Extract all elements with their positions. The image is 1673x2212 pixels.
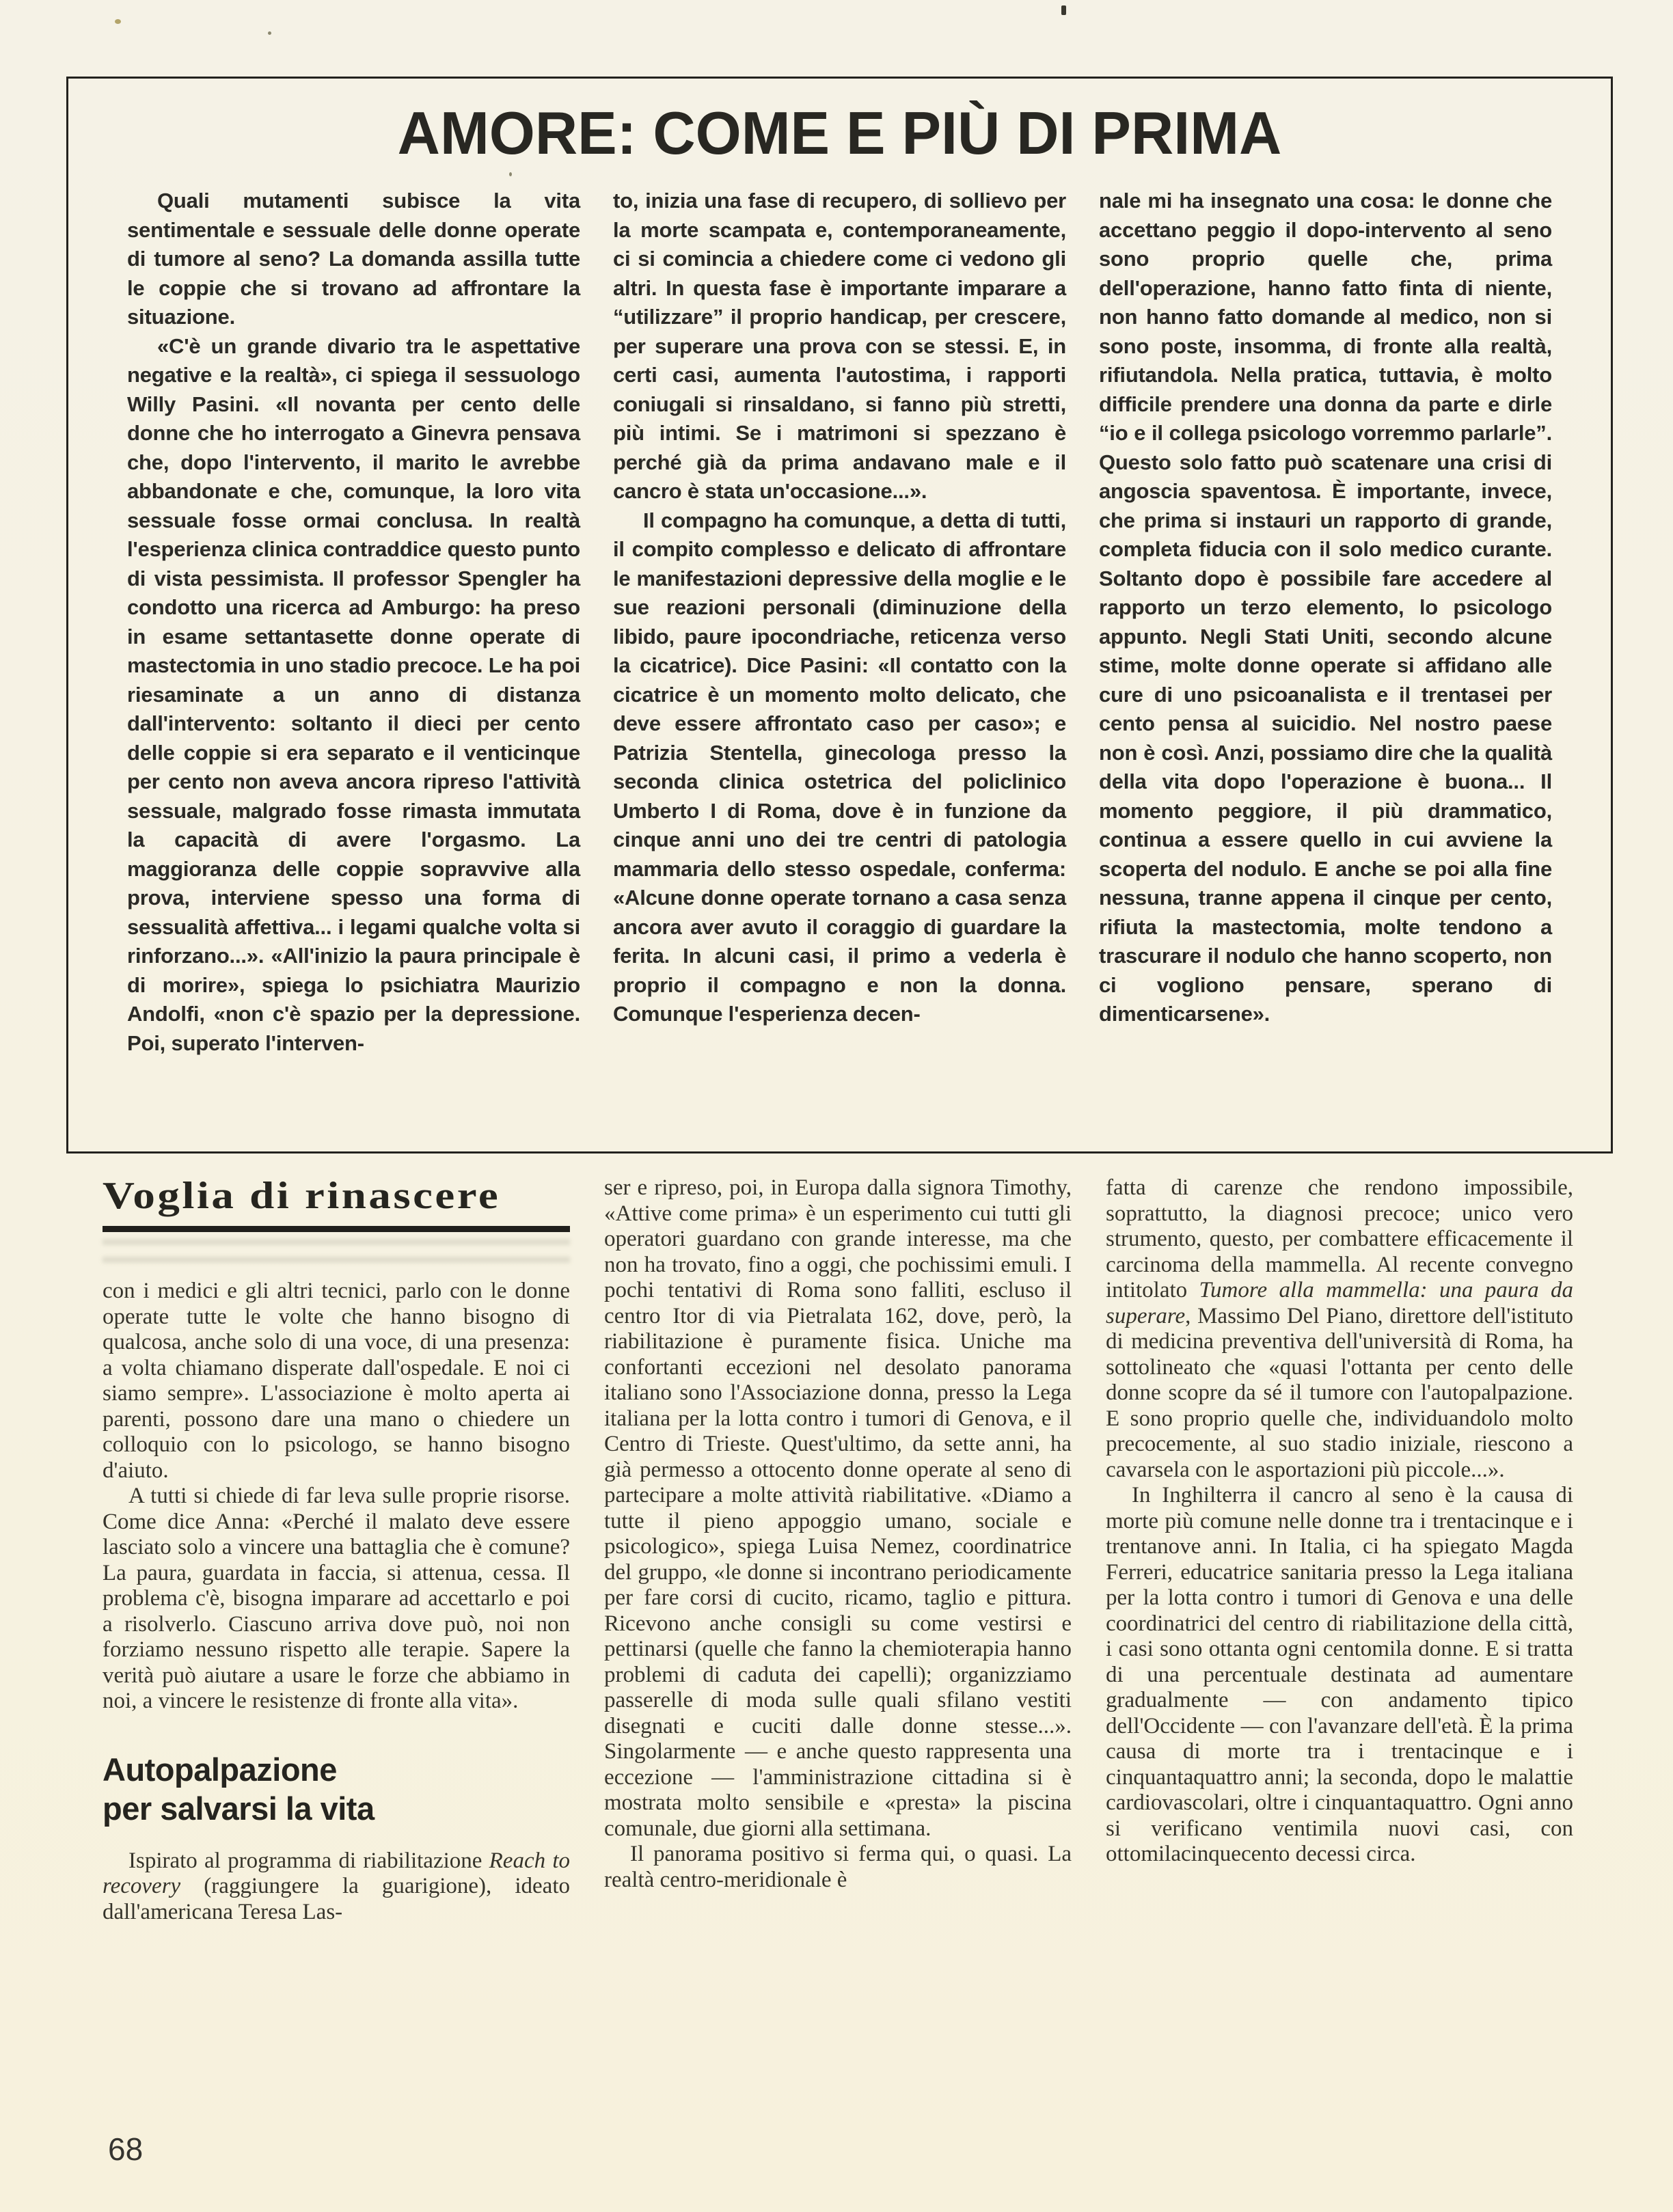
- italic-run: Reach to recovery: [103, 1848, 570, 1898]
- lower-column-middle: [604, 1175, 1072, 1925]
- bleed-through-ghost: [103, 1239, 570, 1274]
- subsection-heading-line2: per salvarsi la vita: [103, 1790, 375, 1827]
- paragraph: con i medici e gli altri tecnici, parlo con le donne operate tutte le volte che hanno bisogno di qualcosa, anche solo di una voce, di una presenza: a volta chiamano disperate dall'ospedale. E noi ci siamo sempre». L'associazione è molto aperta ai parenti, possono dare una mano o chiedere un colloquio con lo psicologo, se hanno bisogno d'aiuto.: [103, 1279, 570, 1483]
- subsection-heading-line1: Autopalpazione: [103, 1751, 337, 1788]
- lower-column-right: [1106, 1175, 1573, 1925]
- text-run: Ispirato al programma di riabilitazione: [128, 1848, 489, 1873]
- boxed-article: [66, 77, 1613, 1153]
- article-column-2: [613, 187, 1066, 1058]
- paragraph: [1106, 1175, 1573, 1483]
- paper-speck: [1061, 5, 1066, 15]
- article-columns: [127, 187, 1552, 1058]
- text-run: (raggiungere la guarigione), ideato dall'americana Teresa Las-: [103, 1874, 570, 1924]
- paper-speck: [268, 31, 271, 35]
- article-title: AMORE: COME E PIÙ DI PRIMA: [397, 99, 1282, 167]
- paragraph: Il panorama positivo si ferma qui, o quasi. La realtà centro-meridionale è: [604, 1842, 1072, 1892]
- paragraph: to, inizia una fase di recupero, di sollievo per la morte scampata e, contemporaneamente, ci si comincia a chiedere come ci vedono gli altri. In questa fase è importante imparare a “utilizzare” il proprio handicap, per crescere, per superare una prova con se stessi. E, in certi casi, aumenta l'autostima, i rapporti coniugali si rinsaldano, si fanno più stretti, più intimi. Se i matrimoni si spezzano è perché già da prima andavano male e il cancro è stata un'occasione...».: [613, 189, 1066, 503]
- paragraph: «C'è un grande divario tra le aspettative negative e la realtà», ci spiega il sessuologo Willy Pasini. «Il novanta per cento delle donne che ho interrogato a Ginevra pensava che, dopo l'intervento, il marito le avrebbe abbandonate e che, comunque, la loro vita sessuale fosse ormai conclusa. In realtà l'esperienza clinica contraddice questo punto di vista pessimista. Il professor Spengler ha condotto una ricerca ad Amburgo: ha preso in esame settantasette donne operate di mastectomia in uno stadio precoce. Le ha poi riesaminate a un anno di distanza dall'intervento: soltanto il dieci per cento delle coppie si era separato e il venticinque per cento non aveva ancora ripreso l'attività sessuale, malgrado fosse rimasta immutata la capacità di avere l'orgasmo. La maggioranza delle coppie sopravvive alla prova, interviene spesso una forma di sessualità affettiva... i legami qualche volta si rinforzano...». «All'inizio la paura principale è di morire», spiega lo psichiatra Maurizio Andolfi, «non c'è spazio per la depressione. Poi, superato l'interven-: [127, 333, 581, 1055]
- paragraph: In Inghilterra il cancro al seno è la causa di morte più comune nelle donne tra i trentacinque e i trentanove anni. In Italia, ci ha spiegato Magda Ferreri, educatrice sanitaria presso la Lega italiana per la lotta contro i tumori di Genova e una delle coordinatrici del centro di riabilitazione della città, i casi sono ottanta ogni centomila donne. E si tratta di una percentuale destinata ad aumentare gradualmente — con andamento tipico dell'Occidente — con l'avanzare dell'età. È la prima causa di morte tra i trentacinque e i cinquantaquattro anni; la seconda, dopo le malattie cardiovascolari, oltre i cinquantaquattro. Ogni anno si verificano ventimila nuovi casi, con ottomilacinquecento decessi circa.: [1106, 1483, 1573, 1866]
- article-column-3: [1099, 187, 1552, 1058]
- paragraph: nale mi ha insegnato una cosa: le donne che accettano peggio il dopo-intervento al seno sono proprio quelle che, prima dell'operazione, hanno fatto finta di niente, non hanno fatto domande al medico, non si sono poste, insomma, di fronte alla realtà, rifiutandola. Nella pratica, tuttavia, è molto difficile prendere una donna da parte e dirle “io e il collega psicologo vorremmo parlarle”. Questo solo fatto può scatenare una crisi di angoscia spaventosa. È importante, invece, che prima si instauri un rapporto di grande, completa fiducia con il solo medico curante. Soltanto dopo è possibile fare accedere al rapporto un terzo elemento, lo psicologo appunto. Negli Stati Uniti, secondo alcune stime, molte donne operate si affidano alle cure di uno psicoanalista e il trentasei per cento pensa al suicidio. Nel nostro paese non è così. Anzi, possiamo dire che la qualità della vita dopo l'operazione è buona... Il momento peggiore, il più drammatico, continua a essere quello in cui avviene la scoperta del nodulo. E anche se poi alla fine nessuna, tranne appena il cinque per cento, rifiuta la mastectomia, molte tendono a trascurare il nodulo che hanno scoperto, non ci vogliono pensare, sperano di dimenticarsene».: [1099, 189, 1552, 1026]
- article-column-1: [127, 187, 580, 1058]
- lower-section: [103, 1175, 1573, 1925]
- text-run: , Massimo Del Piano, direttore dell'istituto di medicina preventiva dell'università di Roma, ha sottolineato che «quasi l'ottanta per cento delle donne scopre da sé il tumore con l'autopalpazione. E sono proprio quelle che, individuandolo molto precocemente, al suo stadio iniziale, riescono a cavarsela con le asportazioni più piccole...».: [1106, 1303, 1573, 1482]
- lower-column-left: [103, 1175, 570, 1925]
- paragraph: A tutti si chiede di far leva sulle proprie risorse. Come dice Anna: «Perché il malato deve essere lasciato solo a vincere una battaglia che è comune? La paura, guardata in faccia, si attenua, cessa. Il problema c'è, bisogna imparare ad accettarlo e poi a risolverlo. Ciascuno arriva dove può, noi non forziamo nessuno rispetto alle terapie. Sapere la verità può aiutare a usare le forze che abbiamo in noi, a vincere le resistenze di fronte alla vita».: [103, 1484, 570, 1713]
- subsection-heading: [103, 1750, 570, 1828]
- page-number: 68: [108, 2131, 144, 2167]
- heading-underline-rule: [103, 1226, 570, 1232]
- paragraph: ser e ripreso, poi, in Europa dalla signora Timothy, «Attive come prima» è un esperimento cui tutti gli operatori guardano con grande interesse, ma che non ha trovato, fino a oggi, che pochissimi emuli. I pochi tentativi di Roma sono falliti, escluso il centro Itor di via Pietralata 162, dove, però, la riabilitazione è puramente fisica. Uniche ma confortanti eccezioni nel desolato panorama italiano sono l'Associazione donna, presso la Lega italiana per la lotta contro i tumori di Genova, e il Centro di Trieste. Quest'ultimo, da sette anni, ha già permesso a ottocento donne operate al seno di partecipare a molte attività riabilitative. «Diamo a tutte il pieno appoggio umano, sociale e psicologico», spiega Luisa Nemez, coordinatrice del gruppo, «le donne si incontrano periodicamente per fare corsi di cucito, ricamo, taglio e pittura. Ricevono anche consigli su come vestirsi e pettinarsi (quelle che fanno la chemioterapia hanno problemi di caduta dei capelli); organizziamo passerelle di moda sulle quali sfilano vestiti disegnati e cuciti dalle donne stesse...». Singolarmente — e anche questo rappresenta una eccezione — l'amministrazione cittadina si è mostrata molto sensibile e «presta» la piscina comunale, due giorni alla settimana.: [604, 1175, 1072, 1841]
- section-heading: Voglia di rinascere: [103, 1175, 501, 1217]
- paper-speck: [115, 19, 121, 24]
- italic-run: Tumore alla mammella: una paura da superare: [1106, 1278, 1573, 1328]
- text-run: fatta di carenze che rendono impossibile, soprattutto, la diagnosi precoce; unico vero strumento, questo, per combattere efficacemente il carcinoma della mammella. Al recente convegno intitolato: [1106, 1175, 1573, 1302]
- paragraph: Quali mutamenti subisce la vita sentimentale e sessuale delle donne operate di tumore al seno? La domanda assilla tutte le coppie che si trovano ad affrontare la situazione.: [127, 189, 580, 329]
- paragraph: Il compagno ha comunque, a detta di tutti, il compito complesso e delicato di affrontare le manifestazioni depressive della moglie e le sue reazioni personali (diminuzione della libido, paure ipocondriache, reticenza verso la cicatrice). Dice Pasini: «Il contatto con la cicatrice è un momento molto delicato, che deve essere affrontato caso per caso»; e Patrizia Stentella, ginecologa presso la seconda clinica ostetrica del policlinico Umberto I di Roma, dove è in funzione da cinque anni uno dei tre centri di patologia mammaria dello stesso ospedale, conferma: «Alcune donne operate tornano a casa senza ancora aver avuto il coraggio di guardare la ferita. In alcuni casi, il primo a vederla è proprio il compagno e non la donna. Comunque l'esperienza decen-: [613, 508, 1066, 1026]
- paragraph: [103, 1848, 570, 1926]
